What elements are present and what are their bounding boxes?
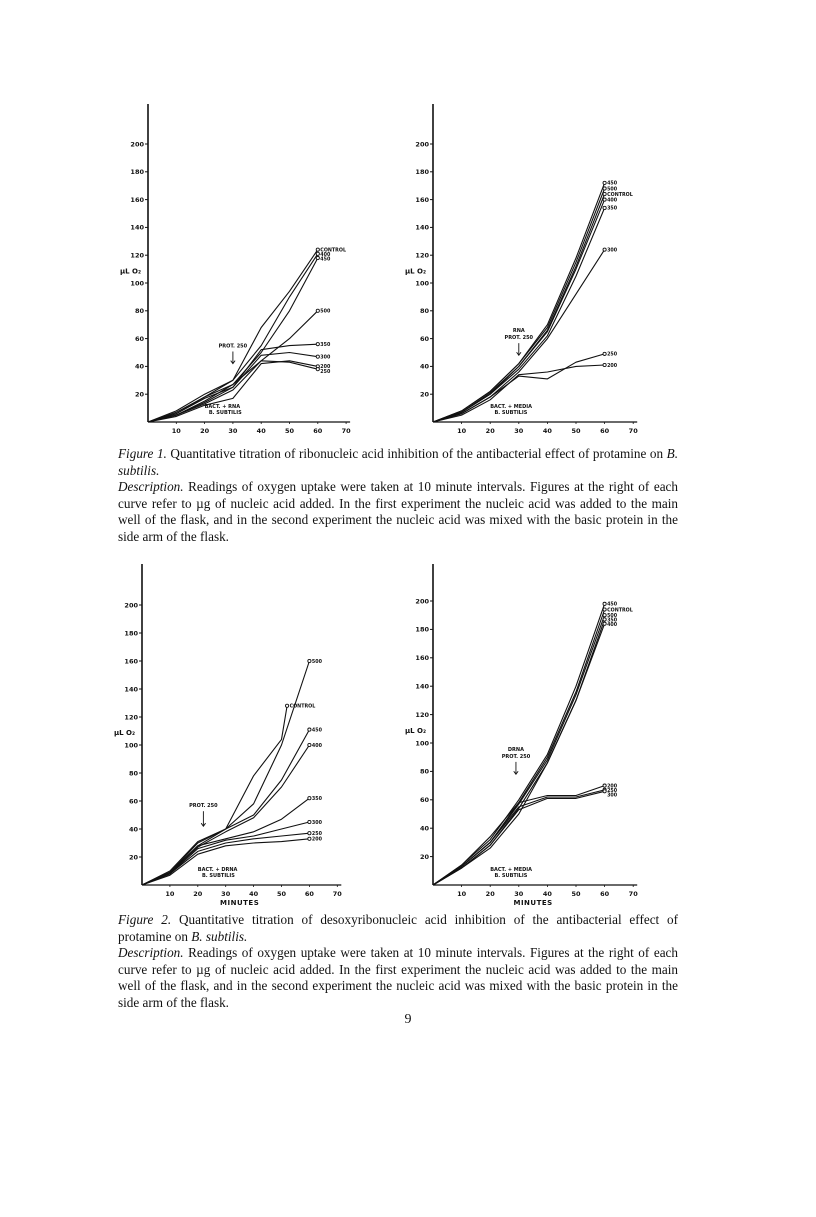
- figure2-left-plot: [112, 560, 352, 910]
- y-tick-label: 120: [124, 713, 138, 722]
- y-axis-label: µL O₂: [120, 267, 142, 276]
- series-line: [433, 183, 605, 422]
- condition-note: BACT. + DRNA: [197, 867, 238, 873]
- x-axis-label: MINUTES: [220, 899, 260, 907]
- series-endpoint: [316, 309, 319, 312]
- y-axis-label: µL O₂: [405, 267, 427, 276]
- y-tick-label: 140: [130, 223, 144, 232]
- y-tick-label: 180: [130, 168, 144, 177]
- series-endpoint: [316, 368, 319, 371]
- y-tick-label: 160: [124, 657, 138, 666]
- y-tick-label: 120: [415, 251, 429, 260]
- series-label: CONTROL: [320, 248, 347, 254]
- series-endpoint: [603, 618, 606, 621]
- x-tick-label: 50: [571, 890, 581, 898]
- condition-note: BACT. + MEDIA: [490, 404, 533, 410]
- series-endpoint: [603, 622, 606, 625]
- series-endpoint: [603, 790, 606, 793]
- figure1-description-text: Readings of oxygen uptake were taken at 10 minute intervals. Figures at the right of each curve refer to µg of nucleic acid added. In the first experiment the nucleic acid was added to the main well of the flask, and in the second experiment the nucleic acid was mixed with the basic protein in the side arm of the flask.: [118, 479, 678, 544]
- figure1-title-text: Quantitative titration of ribonucleic acid inhibition of the antibacterial effect of protamine on: [170, 446, 667, 461]
- arrow-label: PROT. 250: [218, 343, 248, 350]
- x-tick-label: 30: [228, 427, 238, 435]
- x-tick-label: 60: [304, 890, 314, 898]
- figure2-title: [118, 912, 678, 945]
- x-tick-label: 40: [256, 427, 266, 435]
- series-endpoint: [308, 743, 311, 746]
- x-tick-label: 50: [571, 427, 581, 435]
- series-line: [148, 258, 318, 422]
- x-tick-label: 10: [457, 890, 467, 898]
- x-tick-label: 30: [514, 427, 524, 435]
- arrow-label: PROT. 250: [501, 753, 531, 760]
- series-label: 350: [607, 206, 618, 212]
- x-tick-label: 50: [284, 427, 295, 435]
- y-tick-label: 60: [128, 797, 138, 806]
- series-label: 450: [607, 181, 618, 187]
- series-endpoint: [603, 248, 606, 251]
- series-label: CONTROL: [289, 704, 316, 710]
- series-label: 200: [320, 365, 331, 371]
- figure1-label: Figure 1.: [118, 446, 167, 461]
- series-endpoint: [316, 355, 319, 358]
- series-label: 250: [607, 789, 618, 794]
- figure2-description-text: Readings of oxygen uptake were taken at 10 minute intervals. Figures at the right of each curve refer to µg of nucleic acid added. In the first experiment the nucleic acid was added to the main well of the flask, and in the second experiment the nucleic acid was mixed with the basic protein in the side arm of the flask.: [118, 945, 678, 1010]
- y-tick-label: 140: [124, 685, 138, 694]
- x-tick-label: 60: [600, 427, 610, 435]
- series-label: 300: [320, 355, 331, 361]
- series-endpoint: [285, 704, 288, 707]
- x-tick-label: 20: [485, 890, 495, 898]
- series-label: 500: [607, 187, 618, 193]
- figure1-caption: [118, 446, 678, 545]
- series-line: [142, 730, 309, 885]
- series-endpoint: [603, 352, 606, 355]
- y-tick-label: 160: [130, 195, 144, 204]
- x-tick-label: 10: [165, 890, 175, 898]
- y-tick-label: 100: [415, 279, 429, 288]
- arrow-label: DRNA: [507, 746, 524, 753]
- figure2-title-text: Quantitative titration of desoxyribonucleic acid inhibition of the antibacterial effect of protamine on: [118, 912, 679, 944]
- series-endpoint: [316, 343, 319, 346]
- figure1-right-plot: [398, 100, 648, 440]
- figure2-description: [118, 945, 678, 1011]
- series-endpoint: [316, 256, 319, 259]
- y-tick-label: 40: [128, 825, 138, 834]
- y-tick-label: 180: [415, 625, 429, 634]
- figure2-description-label: Description.: [118, 945, 184, 960]
- figure1-description-label: Description.: [118, 479, 184, 494]
- figure2-organism: B. subtilis.: [191, 928, 248, 944]
- x-tick-label: 10: [171, 427, 181, 435]
- series-label: 400: [607, 198, 618, 204]
- figure2-right-chart: [398, 560, 648, 910]
- series-label: 400: [311, 743, 322, 749]
- figure2-label: Figure 2.: [118, 912, 172, 927]
- series-label: 200: [311, 837, 322, 843]
- series-label: 500: [607, 614, 618, 619]
- x-axis-label: MINUTES: [513, 899, 553, 907]
- y-tick-label: 80: [128, 769, 138, 778]
- series-endpoint: [603, 181, 606, 184]
- series-label: 300: [311, 820, 322, 826]
- figure1-left-plot: [112, 100, 352, 440]
- x-tick-label: 70: [628, 890, 638, 898]
- series-label: 200: [607, 363, 618, 369]
- x-tick-label: 70: [628, 427, 638, 435]
- series-line: [433, 200, 605, 422]
- y-tick-label: 20: [128, 853, 138, 862]
- series-endpoint: [308, 837, 311, 840]
- x-tick-label: 40: [249, 890, 259, 898]
- y-tick-label: 60: [134, 334, 144, 343]
- figure1-right-chart: [398, 100, 648, 440]
- y-tick-label: 80: [419, 767, 429, 776]
- series-endpoint: [308, 728, 311, 731]
- series-label: 300: [607, 248, 618, 254]
- condition-note: B. SUBTILIS: [208, 410, 242, 416]
- series-line: [433, 604, 605, 885]
- x-tick-label: 20: [200, 427, 210, 435]
- x-tick-label: 60: [600, 890, 610, 898]
- y-tick-label: 60: [419, 796, 429, 805]
- y-tick-label: 100: [124, 741, 138, 750]
- series-label: 350: [311, 797, 322, 802]
- y-tick-label: 40: [134, 362, 144, 371]
- y-tick-label: 180: [415, 168, 429, 177]
- y-tick-label: 100: [415, 739, 429, 748]
- y-tick-label: 160: [415, 195, 429, 204]
- figure2-right-plot: [398, 560, 648, 910]
- series-endpoint: [308, 797, 311, 800]
- condition-note: B. SUBTILIS: [494, 410, 528, 416]
- series-label: 400: [607, 623, 618, 629]
- y-axis-label: µL O₂: [405, 727, 427, 736]
- figure1-description: [118, 479, 678, 545]
- x-tick-label: 30: [221, 890, 231, 898]
- y-tick-label: 80: [419, 307, 429, 316]
- y-axis-label: µL O₂: [114, 729, 136, 738]
- condition-note: B. SUBTILIS: [201, 873, 235, 879]
- x-tick-label: 60: [313, 427, 323, 435]
- arrow-label: PROT. 250: [189, 803, 218, 810]
- x-tick-label: 70: [332, 890, 342, 898]
- y-tick-label: 200: [415, 597, 429, 606]
- series-label: 250: [320, 369, 331, 375]
- page-number: 9: [404, 1012, 412, 1027]
- series-endpoint: [316, 252, 319, 255]
- y-tick-label: 80: [134, 307, 144, 316]
- series-label: 350: [320, 342, 331, 348]
- y-tick-label: 40: [419, 362, 429, 371]
- series-line: [148, 254, 318, 422]
- series-label: 400: [320, 253, 331, 259]
- x-tick-label: 20: [193, 890, 203, 898]
- y-tick-label: 60: [419, 334, 429, 343]
- series-endpoint: [603, 784, 606, 787]
- series-label: 250: [311, 832, 322, 837]
- x-tick-label: 30: [514, 890, 524, 898]
- x-tick-label: 40: [542, 427, 552, 435]
- y-tick-label: 180: [124, 629, 138, 638]
- series-line: [433, 208, 605, 422]
- figure1-left-chart: [112, 100, 352, 440]
- y-tick-label: 20: [134, 390, 144, 399]
- series-endpoint: [603, 363, 606, 366]
- x-tick-label: 10: [457, 427, 467, 435]
- series-line: [433, 194, 605, 422]
- condition-note: B. SUBTILIS: [494, 873, 528, 879]
- y-tick-label: 120: [130, 251, 144, 260]
- y-tick-label: 140: [415, 223, 429, 232]
- x-tick-label: 20: [485, 427, 495, 435]
- series-endpoint: [603, 206, 606, 209]
- y-tick-label: 100: [130, 279, 144, 288]
- series-line: [433, 189, 605, 423]
- series-endpoint: [603, 614, 606, 617]
- series-label: 200: [607, 784, 618, 790]
- series-endpoint: [603, 608, 606, 611]
- y-tick-label: 20: [419, 390, 429, 399]
- series-label: 350: [607, 618, 618, 624]
- series-endpoint: [603, 192, 606, 195]
- figure2-left-chart: [112, 560, 352, 910]
- series-line: [142, 745, 309, 885]
- series-endpoint: [603, 187, 606, 190]
- series-label: 450: [320, 257, 331, 263]
- series-label: 500: [320, 309, 331, 315]
- series-label: CONTROL: [607, 192, 633, 198]
- series-label: 450: [311, 728, 322, 734]
- figure2-caption: [118, 912, 678, 1011]
- y-tick-label: 200: [130, 140, 144, 149]
- series-endpoint: [308, 820, 311, 823]
- series-label: 250: [607, 352, 618, 358]
- series-endpoint: [308, 832, 311, 835]
- series-endpoint: [603, 198, 606, 201]
- y-tick-label: 40: [419, 824, 429, 833]
- series-label: 500: [311, 659, 322, 665]
- y-tick-label: 200: [415, 140, 429, 149]
- arrow-label: PROT. 250: [504, 335, 534, 342]
- y-tick-label: 200: [124, 601, 138, 610]
- series-line: [142, 706, 287, 885]
- figure1-organism: B. subtilis.: [118, 446, 678, 478]
- x-tick-label: 40: [542, 890, 552, 898]
- series-endpoint: [603, 602, 606, 605]
- series-label: 300: [607, 793, 618, 799]
- y-tick-label: 140: [415, 682, 429, 691]
- series-label: CONTROL: [607, 608, 633, 614]
- series-label: 450: [607, 602, 618, 608]
- y-tick-label: 120: [415, 710, 429, 719]
- x-tick-label: 50: [276, 890, 287, 898]
- series-line: [142, 661, 309, 885]
- x-tick-label: 70: [341, 427, 351, 435]
- series-endpoint: [316, 248, 319, 251]
- y-tick-label: 20: [419, 852, 429, 861]
- arrow-label: RNA: [512, 328, 525, 335]
- condition-note: BACT. + MEDIA: [490, 867, 533, 873]
- condition-note: BACT. + RNA: [204, 404, 241, 410]
- series-endpoint: [308, 659, 311, 662]
- y-tick-label: 160: [415, 654, 429, 663]
- figure1-title: [118, 446, 678, 479]
